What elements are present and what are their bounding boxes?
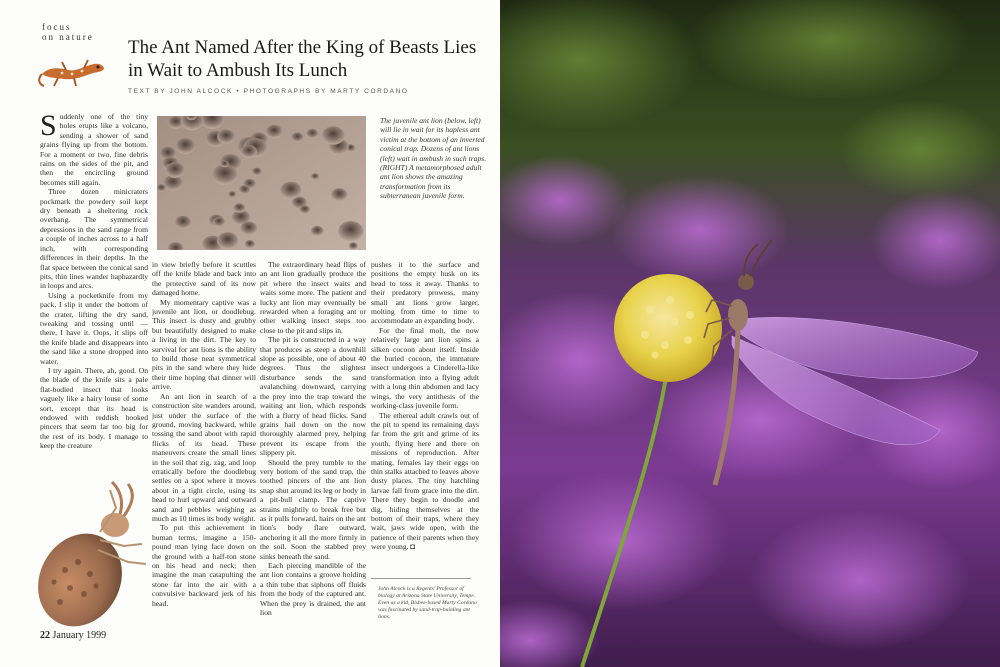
sand-pit: [322, 126, 345, 144]
page-number: 22: [40, 630, 50, 641]
paragraph: My momentary captive was a juvenile ant lion, or doodlebug. This insect is dusty and grubby but beautifully designed to make a living in the dirt. The key to survival for ant lions is the ability to build those neat symmetrical pits in the sand where they hide their time hoping that dinner will arrive.: [152, 297, 256, 392]
sand-pit: [240, 222, 257, 236]
juvenile-ant-lion-photo: [20, 470, 170, 635]
paragraph: The pit is constructed in a way that produces as steep a downhill slope as possible, one of about 40 degrees. Thus the slightest disturbance sends the sand avalanching downward, carrying the prey into the trap toward the waiting ant lion, which responds with a flurry of head flicks. Sand grains hail down on the now thoroughly alarmed prey, helping prevent its escape from the slippery pit.: [260, 335, 366, 458]
paragraph: Three dozen minicraters pockmark the powdery soil kept dry beneath a sheltering rock overhang. The symmetrical depressions in the sand range from a couple of inches across to a half inch, with corresponding differences in their depths. In the flat space between the conical sand pits, thin lines wander haphazardly in loops and arcs.: [40, 187, 148, 291]
sand-pit: [176, 138, 196, 154]
sand-pit: [311, 173, 319, 180]
sand-pit: [291, 132, 303, 142]
paragraph: pushes it to the surface and positions the empty husk on its head to toss it away. Thanks to their predatory prowess, many small ant lions grow larger, molting from time to time to accommodate an expanding body.: [371, 260, 479, 326]
section-kicker: [42, 22, 94, 42]
sand-pit: [299, 205, 310, 214]
sand-pit: [213, 217, 225, 227]
yellow-flower: [614, 274, 722, 382]
sand-pit: [338, 221, 363, 241]
adult-ant-lion-photo: [500, 0, 1000, 667]
page-folio: [40, 630, 106, 641]
sand-pit: [239, 185, 250, 194]
column-3: [260, 260, 366, 625]
paragraph: The ethereal adult crawls out of the pit to spend its remaining days far from the grit and grime of its youth, flying here and there on missions of reproduction. After mating, females lay their eggs on thin stalks attached to leaves above dusty places. The tiny hatchling larvae fall from grace into the dirt. There they begin to doodle and dig, hiding themselves at the bottom of their traps, where they wait, jaws wide open, with the patience of their parents when they were young. ◘: [371, 410, 479, 552]
sand-pit: [306, 129, 318, 139]
issue-date: January 1999: [52, 630, 107, 641]
sand-pit: [220, 161, 228, 168]
article-title: The Ant Named After the King of Beasts Lies in Wait to Ambush Its Lunch: [128, 37, 477, 81]
paragraph: uddenly one of the tiny holes erupts like a volcano, sending a shower of sand grains flying up from the bottom. For a moment or two, fine debris rains on the sides of the pit, and then the encircling ground becomes still again.: [40, 112, 148, 187]
sand-pit: [165, 162, 184, 177]
sand-pit: [245, 240, 255, 248]
sand-pit: [228, 191, 236, 198]
paragraph: An ant lion in search of a construction site wanders around, just under the surface of the ground, moving backward, while tossing the sand about with rapid flicks of its head. These maneuvers create the small lines in the soil that zig, zag, and loop erratically before the doodlebug settles on a spot where it moves about in a tight circle, using its head to hurl upward and outward sand and pebbles weighing as much as 10 times its body weight.: [152, 391, 256, 523]
right-page-photo: [500, 0, 1000, 667]
photo-caption: The juvenile ant lion (below, left) will lie in wait for its hapless ant victim at the bottom of an inverted conical trap. Dozens of ant lions (left) wait in ambush in such traps. (RIGHT) A metamorphosed adult ant lion shows the amazing transformation from its subterranean juvenile form.: [380, 116, 487, 201]
column-1: [40, 112, 148, 457]
byline: TEXT BY JOHN ALCOCK • PHOTOGRAPHS BY MARTY CORDANO: [128, 88, 409, 95]
kicker-line-1: focus: [42, 22, 72, 32]
sand-pit: [241, 145, 257, 158]
sand-pit: [349, 242, 358, 249]
paragraph: in view briefly before it scuttles off the knife blade and back into the protective sand of its now damaged home.: [152, 260, 256, 298]
sand-pit: [331, 188, 347, 201]
paragraph: Should the prey tumble to the very bottom of the sand trap, the toothed pincers of the ant lion snap shut around its leg or body in a pit-bull clamp. The captive strains mightily to break free but as it pulls forward, hairs on the ant lion's body flare outward, anchoring it all the more firmly in the soil. Soon the stabbed prey sinks beneath the sand.: [260, 457, 366, 561]
sand-pit: [217, 130, 235, 144]
paragraph: Using a pocketknife from my pack, I slip it under the bottom of the crater, lifting the dry sand, tweaking and tossing until — there, I have it. Oops, it slips off the knife blade and disappears into the sand like a stone dropped into water.: [40, 290, 148, 366]
paragraph: The extraordinary head flips of an ant lion gradually produce the pit where the insect waits and waits some more. The patient and lucky ant lion may eventually be rewarded when a foraging ant or other walking insect steps too close to the pit and slips in.: [260, 260, 366, 335]
sand-pit: [280, 182, 301, 199]
paragraph: I try again. There, ah, good. On the blade of the knife sits a pale flat-bodied insect that looks vaguely like a hairy louse of some sort, except that its head is endowed with reddish hooked pincers that seem far too big for the rest of its body. I manage to keep the creature: [40, 365, 148, 451]
sand-pit: [311, 226, 324, 236]
author-credit: John Alcock is a Regents' Professor of biology at Arizona State University, Tempe. Even as a kid, Bisbee-based Marty Cordano was fascinated by sand-trap-building ant lions.: [378, 586, 477, 620]
credit-divider: [371, 578, 471, 579]
drop-cap: S: [40, 112, 57, 142]
sand-pit: [217, 232, 238, 249]
paragraph: To put this achievement in human terms, imagine a 150-pound man lying face down on the ground with a half-ton stone on his head and neck; then imagine the man catapulting the stone far into the air with a convulsive backward jerk of his head.: [152, 523, 256, 608]
sand-pit: [252, 168, 262, 176]
paragraph: Each piercing mandible of the ant lion contains a groove holding a thin tube that siphons off fluids from the body of the captured ant. When the prey is drained, the ant lion: [260, 561, 366, 618]
column-4: [371, 260, 479, 570]
kicker-line-2: on nature: [42, 32, 94, 42]
lizard-icon: [36, 44, 108, 88]
paragraph: For the final molt, the now relatively large ant lion spins a silken cocoon about itself. Inside the buried cocoon, the immature insect undergoes a Cinderella-like transformation into a flying adult with a long thin abdomen and lacy wings, the very antithesis of the working-class juvenile form.: [371, 325, 479, 411]
sand-pit: [175, 216, 191, 229]
sand-pit: [212, 165, 237, 185]
ant-lion-pits-photo: [157, 116, 366, 250]
sand-pit: [157, 184, 166, 192]
sand-pit: [266, 125, 283, 138]
sand-pit: [233, 203, 245, 212]
